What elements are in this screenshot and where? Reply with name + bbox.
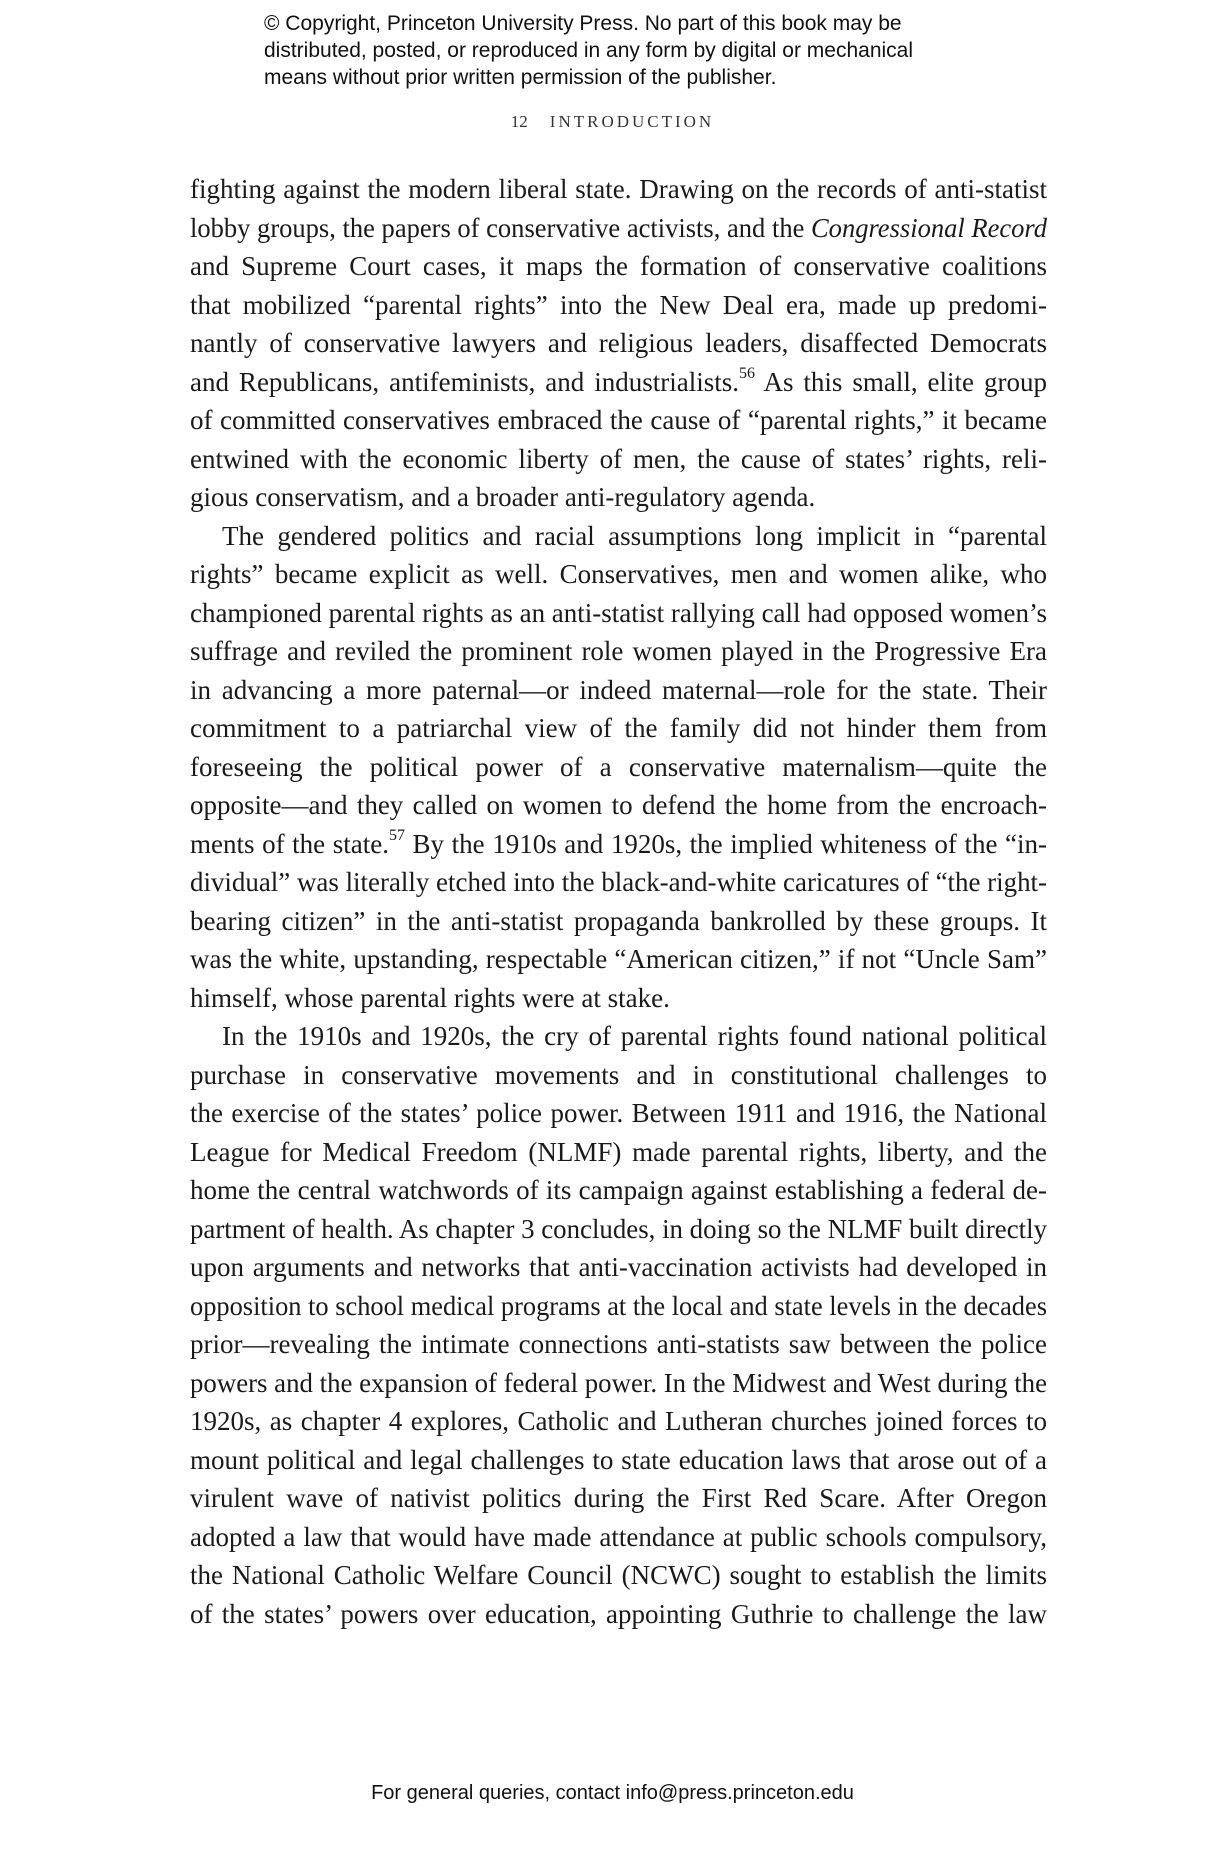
text-line [190, 748, 1047, 787]
text-line-content [190, 979, 670, 1018]
text-line [190, 363, 1047, 402]
text-segment: the exercise of the states’ police power. Between 1911 and 1916, the National [190, 1098, 1047, 1128]
body-text [190, 170, 1047, 1633]
text-line-content [190, 1094, 1047, 1133]
text-line-content [190, 863, 1047, 902]
text-segment: opposite—and they called on women to defend the home from the encroach- [190, 790, 1047, 820]
text-segment: bearing citizen” in the anti-statist propaganda bankrolled by these groups. It [190, 905, 1047, 936]
text-line [190, 1287, 1047, 1326]
text-line [190, 1171, 1047, 1210]
text-segment: partment of health. As chapter 3 concludes, in doing so the NLMF built directly [190, 1213, 1047, 1244]
text-segment: In the 1910s and 1920s, the cry of parental rights found national political [222, 1021, 1047, 1051]
text-line-content [190, 1210, 1047, 1249]
text-line [190, 1441, 1047, 1480]
text-line [190, 555, 1047, 594]
chapter-title: INTRODUCTION [549, 112, 715, 131]
copyright-line: distributed, posted, or reproduced in any form by digital or mechanical [264, 39, 914, 62]
copyright-line: © Copyright, Princeton University Press. No part of this book may be [264, 12, 902, 35]
text-line-content [190, 594, 1047, 633]
text-segment: adopted a law that would have made attendance at public schools compulsory, [190, 1521, 1047, 1552]
text-line [190, 440, 1047, 479]
text-line-content [190, 632, 1047, 671]
text-line [190, 1364, 1047, 1403]
text-line-content [190, 825, 1047, 864]
text-line [190, 671, 1047, 710]
text-line [190, 1248, 1047, 1287]
text-segment: nantly of conservative lawyers and religious leaders, disaffected Democrats [190, 328, 1047, 358]
text-line-content [222, 1017, 1047, 1056]
text-line [190, 979, 1047, 1018]
text-segment: fighting against the modern liberal state. Drawing on the records of anti-statist [190, 174, 1047, 204]
text-segment: entwined with the economic liberty of men, the cause of states’ rights, reli- [190, 443, 1047, 474]
text-line-content [190, 902, 1047, 941]
text-segment: By the 1910s and 1920s, the implied whiteness of the “in- [404, 828, 1048, 859]
text-line-content [190, 247, 1047, 286]
text-segment: rights” became explicit as well. Conservatives, men and women alike, who [190, 559, 1047, 589]
text-line-content [190, 209, 1047, 248]
text-line-content [190, 1402, 1047, 1441]
text-line-content [190, 170, 1047, 209]
text-segment: suffrage and reviled the prominent role women played in the Progressive Era [190, 636, 1047, 666]
text-segment: lobby groups, the papers of conservative activists, and the [190, 212, 811, 243]
text-segment: As this small, elite group [754, 366, 1047, 397]
text-line [190, 632, 1047, 671]
text-line [190, 594, 1047, 633]
text-segment: that mobilized “parental rights” into the New Deal era, made up predomi- [190, 289, 1047, 320]
text-line-content [190, 555, 1047, 594]
text-segment: ments of the state. [190, 828, 389, 859]
text-segment: purchase in conservative movements and in constitutional challenges to [190, 1059, 1047, 1090]
text-line-content [190, 363, 1047, 402]
text-line-content [190, 748, 1047, 787]
text-segment: 1920s, as chapter 4 explores, Catholic and Lutheran churches joined forces to [190, 1406, 1047, 1436]
text-line [190, 1094, 1047, 1133]
text-segment: foreseeing the political power of a conservative maternalism—quite the [190, 751, 1047, 782]
text-line [190, 709, 1047, 748]
footnote-ref: 56 [738, 364, 755, 382]
text-line [190, 517, 1047, 556]
text-line-content [190, 1441, 1047, 1480]
text-line [190, 1518, 1047, 1557]
text-line [190, 863, 1047, 902]
text-line-content [190, 1056, 1047, 1095]
text-line [190, 1210, 1047, 1249]
text-segment: home the central watchwords of its campaign against establishing a federal de- [190, 1175, 1047, 1205]
text-line [190, 902, 1047, 941]
text-line-content [190, 478, 815, 517]
text-line-content [190, 1325, 1047, 1364]
text-line-content [190, 401, 1047, 440]
footer-contact: For general queries, contact info@press.princeton.edu [371, 1782, 854, 1804]
text-segment: commitment to a patriarchal view of the family did not hinder them from [190, 713, 1047, 743]
text-line [190, 1017, 1047, 1056]
copyright-notice [264, 10, 1024, 91]
text-line [190, 1479, 1047, 1518]
text-line-content [190, 786, 1047, 825]
text-segment: in advancing a more paternal—or indeed maternal—role for the state. Their [190, 674, 1047, 705]
text-line-content [190, 940, 1047, 979]
text-line-content [190, 1248, 1047, 1287]
text-line [190, 1402, 1047, 1441]
text-segment: and Republicans, antifeminists, and industrialists. [190, 366, 739, 397]
text-segment: League for Medical Freedom (NLMF) made parental rights, liberty, and the [190, 1136, 1047, 1167]
text-line-content [190, 1133, 1047, 1172]
text-segment: the National Catholic Welfare Council (NCWC) sought to establish the limits [190, 1560, 1047, 1590]
text-line-content [190, 440, 1047, 479]
text-segment: was the white, upstanding, respectable “American citizen,” if not “Uncle Sam” [190, 944, 1047, 974]
running-head [0, 112, 1225, 132]
text-segment: of the states’ powers over education, appointing Guthrie to challenge the law [190, 1598, 1047, 1629]
footnote-ref: 57 [388, 826, 405, 844]
text-segment: virulent wave of nativist politics during the First Red Scare. After Oregon [190, 1483, 1047, 1513]
text-segment: himself, whose parental rights were at stake. [190, 982, 670, 1013]
text-line [190, 478, 1047, 517]
text-segment: prior—revealing the intimate connections anti-statists saw between the police [190, 1329, 1047, 1359]
text-segment: opposition to school medical programs at the local and state levels in the decades [190, 1290, 1047, 1321]
text-segment: of committed conservatives embraced the cause of “parental rights,” it became [190, 405, 1047, 435]
text-line [190, 209, 1047, 248]
text-line [190, 1325, 1047, 1364]
text-segment: gious conservatism, and a broader anti-regulatory agenda. [190, 482, 816, 512]
text-line-content [190, 1171, 1047, 1210]
text-segment: championed parental rights as an anti-statist rallying call had opposed women’s [190, 597, 1047, 628]
italic-title: Congressional Record [810, 212, 1047, 243]
text-line [190, 170, 1047, 209]
text-line-content [190, 671, 1047, 710]
text-segment: powers and the expansion of federal power. In the Midwest and West during the [190, 1367, 1047, 1398]
text-segment: The gendered politics and racial assumptions long implicit in “parental [222, 520, 1047, 551]
text-line-content [190, 709, 1047, 748]
text-segment: upon arguments and networks that anti-vaccination activists had developed in [190, 1252, 1047, 1282]
text-line-content [190, 1479, 1047, 1518]
text-segment: and Supreme Court cases, it maps the formation of conservative coalitions [190, 251, 1047, 281]
text-segment: mount political and legal challenges to state education laws that arose out of a [190, 1444, 1047, 1475]
text-line [190, 247, 1047, 286]
text-line-content [190, 1518, 1047, 1557]
text-line [190, 1595, 1047, 1634]
text-line-content [222, 517, 1047, 556]
text-line [190, 401, 1047, 440]
text-line [190, 1556, 1047, 1595]
text-line-content [190, 286, 1047, 325]
copyright-line: means without prior written permission of the publisher. [264, 66, 777, 89]
text-line [190, 786, 1047, 825]
text-line-content [190, 1364, 1047, 1403]
text-line [190, 1056, 1047, 1095]
text-line [190, 1133, 1047, 1172]
text-line-content [190, 324, 1047, 363]
text-line-content [190, 1595, 1047, 1634]
text-line [190, 825, 1047, 864]
text-segment: dividual” was literally etched into the black-and-white caricatures of “the right- [190, 867, 1047, 897]
page-number: 12 [510, 112, 528, 131]
text-line [190, 324, 1047, 363]
text-line-content [190, 1556, 1047, 1595]
text-line [190, 286, 1047, 325]
text-line-content [190, 1287, 1047, 1326]
text-line [190, 940, 1047, 979]
